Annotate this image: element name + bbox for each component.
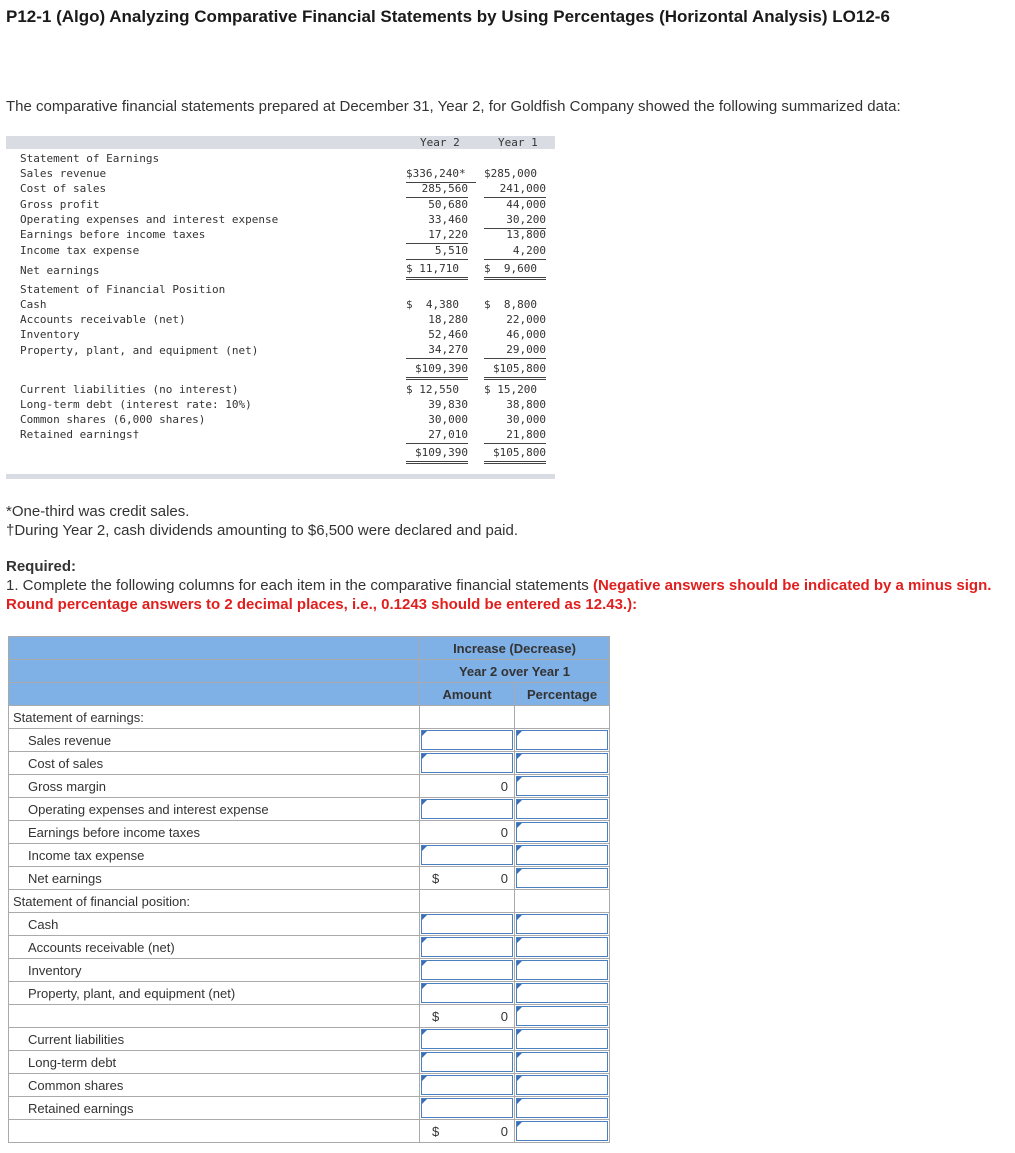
header-year-comparison: Year 2 over Year 1 xyxy=(420,660,610,683)
fs-y2-total-equities: $109,390 xyxy=(406,446,468,464)
fs-y1: 38,800 xyxy=(506,398,546,411)
fs-y2: 30,000 xyxy=(428,413,468,426)
fs-header-bar xyxy=(6,136,555,149)
required-instruction: (Negative answers should be indicated by a minus sign. Round percentage answers to 2 decimal places, i.e., 0.1243 should be entered as 12.43.): xyxy=(6,577,992,613)
intro-text: The comparative financial statements prepared at December 31, Year 2, for Goldfish Company showed the following summarized data: xyxy=(6,98,901,115)
fs-y1: 13,800 xyxy=(506,228,546,241)
percentage-input[interactable] xyxy=(516,822,608,842)
answer-row xyxy=(9,844,610,867)
fs-y1: 29,000 xyxy=(484,343,546,359)
fs-y1: 241,000 xyxy=(484,182,546,198)
fs-label: Gross profit xyxy=(20,198,100,211)
percentage-input[interactable] xyxy=(516,868,608,888)
row-label: Long-term debt xyxy=(9,1051,420,1074)
percentage-input[interactable] xyxy=(516,845,608,865)
footnote-dividends: †During Year 2, cash dividends amounting to $6,500 were declared and paid. xyxy=(6,522,519,539)
percentage-input[interactable] xyxy=(516,914,608,934)
answer-row xyxy=(9,982,610,1005)
answer-row xyxy=(9,706,610,729)
answer-row xyxy=(9,1097,610,1120)
fs-label: Operating expenses and interest expense xyxy=(20,213,279,226)
fs-label: Income tax expense xyxy=(20,244,140,257)
fs-y1: 4,200 xyxy=(484,244,546,260)
fs-label: Long-term debt (interest rate: 10%) xyxy=(20,398,252,411)
percentage-input[interactable] xyxy=(516,753,608,773)
header-percentage: Percentage xyxy=(515,683,610,706)
fs-label: Statement of Financial Position xyxy=(20,283,226,296)
fs-year2-header: Year 2 xyxy=(420,136,460,149)
fs-label: Accounts receivable (net) xyxy=(20,313,186,326)
answer-row xyxy=(9,1074,610,1097)
percentage-input[interactable] xyxy=(516,1098,608,1118)
fs-label: Retained earnings† xyxy=(20,428,140,441)
required-text: 1. Complete the following columns for each item in the comparative financial statements xyxy=(6,577,593,594)
percentage-input[interactable] xyxy=(516,1052,608,1072)
amount-input[interactable] xyxy=(421,730,513,750)
row-label: Property, plant, and equipment (net) xyxy=(9,982,420,1005)
row-label: Common shares xyxy=(9,1074,420,1097)
amount-input[interactable] xyxy=(421,799,513,819)
fs-label: Common shares (6,000 shares) xyxy=(20,413,206,426)
fs-label: Earnings before income taxes xyxy=(20,228,206,241)
row-label: Cash xyxy=(9,913,420,936)
answer-row xyxy=(9,959,610,982)
computed-amount: 0 xyxy=(500,1009,508,1024)
fs-y2: $ 11,710 xyxy=(406,262,468,280)
row-label: Sales revenue xyxy=(9,729,420,752)
amount-input[interactable] xyxy=(421,983,513,1003)
amount-input[interactable] xyxy=(421,1052,513,1072)
row-label: Inventory xyxy=(9,959,420,982)
fs-y1: 30,000 xyxy=(506,413,546,426)
percentage-input[interactable] xyxy=(516,799,608,819)
computed-amount: 0 xyxy=(500,825,508,840)
percentage-input[interactable] xyxy=(516,730,608,750)
fs-label: Sales revenue xyxy=(20,167,107,180)
fs-label: Current liabilities (no interest) xyxy=(20,383,239,396)
fs-label: Statement of Earnings xyxy=(20,152,160,165)
answer-row xyxy=(9,913,610,936)
dollar-sign: $ xyxy=(432,1124,440,1139)
row-label xyxy=(9,1120,420,1143)
fs-y2: $336,240* xyxy=(406,167,476,183)
fs-y2: 52,460 xyxy=(428,328,468,341)
answer-row xyxy=(9,867,610,890)
fs-label: Net earnings xyxy=(20,264,100,277)
computed-amount: 0 xyxy=(500,779,508,794)
header-amount: Amount xyxy=(420,683,515,706)
answer-row xyxy=(9,798,610,821)
fs-label: Cost of sales xyxy=(20,182,107,195)
amount-input[interactable] xyxy=(421,845,513,865)
financial-statements xyxy=(6,136,555,459)
answer-row xyxy=(9,729,610,752)
fs-y2: 34,270 xyxy=(406,343,468,359)
percentage-input[interactable] xyxy=(516,1121,608,1141)
percentage-input[interactable] xyxy=(516,1075,608,1095)
amount-input[interactable] xyxy=(421,937,513,957)
amount-input[interactable] xyxy=(421,1098,513,1118)
fs-y2: 39,830 xyxy=(428,398,468,411)
row-label xyxy=(9,1005,420,1028)
amount-input[interactable] xyxy=(421,753,513,773)
fs-y1-total-equities: $105,800 xyxy=(484,446,546,464)
fs-y1: $ 8,800 xyxy=(484,298,537,311)
fs-y1: 46,000 xyxy=(506,328,546,341)
fs-label: Property, plant, and equipment (net) xyxy=(20,344,259,357)
fs-y2: 50,680 xyxy=(428,198,468,211)
required-section xyxy=(6,557,1006,614)
amount-input[interactable] xyxy=(421,960,513,980)
header-increase-decrease: Increase (Decrease) xyxy=(420,637,610,660)
answer-row xyxy=(9,752,610,775)
fs-y2: 33,460 xyxy=(428,213,468,226)
fs-y1: 21,800 xyxy=(484,428,546,444)
fs-y1: 30,200 xyxy=(484,213,546,229)
row-label: Earnings before income taxes xyxy=(9,821,420,844)
fs-y1: 22,000 xyxy=(506,313,546,326)
dollar-sign: $ xyxy=(432,1009,440,1024)
answer-table xyxy=(8,636,610,1143)
percentage-input[interactable] xyxy=(516,1006,608,1026)
percentage-input[interactable] xyxy=(516,983,608,1003)
percentage-input[interactable] xyxy=(516,960,608,980)
amount-input[interactable] xyxy=(421,1075,513,1095)
answer-row xyxy=(9,890,610,913)
row-label: Income tax expense xyxy=(9,844,420,867)
required-heading: Required: xyxy=(6,558,77,575)
row-label: Current liabilities xyxy=(9,1028,420,1051)
answer-row xyxy=(9,1005,610,1028)
answer-row xyxy=(9,775,610,798)
row-label: Gross margin xyxy=(9,775,420,798)
row-label: Net earnings xyxy=(9,867,420,890)
dollar-sign: $ xyxy=(432,871,440,886)
row-label: Statement of financial position: xyxy=(9,890,420,913)
answer-row xyxy=(9,936,610,959)
row-label: Accounts receivable (net) xyxy=(9,936,420,959)
percentage-input[interactable] xyxy=(516,776,608,796)
fs-y2-total-assets: $109,390 xyxy=(406,362,468,380)
fs-label: Cash xyxy=(20,298,47,311)
row-label: Statement of earnings: xyxy=(9,706,420,729)
fs-year1-header: Year 1 xyxy=(498,136,538,149)
answer-row xyxy=(9,821,610,844)
fs-y1: $285,000 xyxy=(484,167,537,180)
fs-y2: $ 12,550 xyxy=(406,383,459,396)
amount-input[interactable] xyxy=(421,1029,513,1049)
page-title: P12-1 (Algo) Analyzing Comparative Financial Statements by Using Percentages (Horizontal Analysis) LO12-6 xyxy=(6,7,890,26)
fs-y1: $ 15,200 xyxy=(484,383,537,396)
fs-y2: 5,510 xyxy=(406,244,468,260)
fs-y2: 18,280 xyxy=(428,313,468,326)
answer-row xyxy=(9,1120,610,1143)
fs-y1-total-assets: $105,800 xyxy=(484,362,546,380)
answer-row xyxy=(9,1028,610,1051)
footnotes xyxy=(6,502,518,540)
footnote-credit-sales: *One-third was credit sales. xyxy=(6,503,190,520)
fs-y1: $ 9,600 xyxy=(484,262,546,280)
fs-y1: 44,000 xyxy=(506,198,546,211)
percentage-input[interactable] xyxy=(516,1029,608,1049)
fs-y2: 285,560 xyxy=(406,182,468,198)
amount-input[interactable] xyxy=(421,914,513,934)
computed-amount: 0 xyxy=(500,1124,508,1139)
row-label: Operating expenses and interest expense xyxy=(9,798,420,821)
fs-y2: $ 4,380 xyxy=(406,298,459,311)
fs-y2: 27,010 xyxy=(406,428,468,444)
fs-footer-bar xyxy=(6,474,555,479)
percentage-input[interactable] xyxy=(516,937,608,957)
row-label: Retained earnings xyxy=(9,1097,420,1120)
row-label: Cost of sales xyxy=(9,752,420,775)
answer-row xyxy=(9,1051,610,1074)
fs-label: Inventory xyxy=(20,328,80,341)
computed-amount: 0 xyxy=(500,871,508,886)
fs-y2: 17,220 xyxy=(406,228,468,244)
